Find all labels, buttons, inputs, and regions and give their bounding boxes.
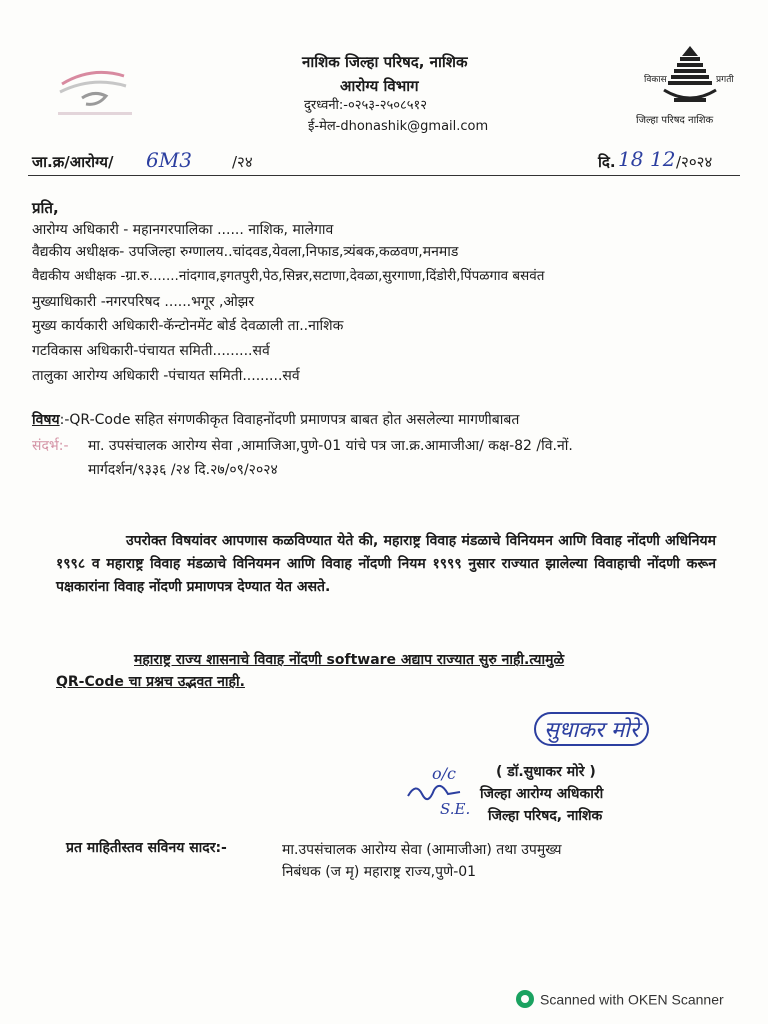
signature: सुधाकर मोरे	[534, 712, 649, 746]
addressee-line: आरोग्य अधिकारी - महानगरपालिका ...... नाशिक, मालेगाव	[32, 222, 334, 238]
reference-year: /२४	[232, 153, 253, 171]
reference-line-2: मार्गदर्शन/९३३६ /२४ दि.२७/०९/२०२४	[88, 462, 278, 478]
signatory-designation: जिल्हा आरोग्य अधिकारी	[480, 786, 604, 802]
date-prefix: दि.	[598, 153, 616, 171]
initials-se: S.E.	[440, 800, 471, 818]
scanner-text: Scanned with OKEN Scanner	[540, 991, 724, 1008]
signatory-office: जिल्हा परिषद, नाशिक	[488, 808, 603, 824]
department-title: आरोग्य विभाग	[340, 77, 419, 95]
reference-line-1: मा. उपसंचालक आरोग्य सेवा ,आमाजिआ,पुणे-01 यांचे पत्र जा.क्र.आमाजीआ/ कक्ष-82 /वि.नों.	[88, 438, 573, 454]
left-logo	[52, 62, 138, 124]
zilla-parishad-seal	[630, 42, 742, 126]
copy-line-2: निबंधक (ज मृ) महाराष्ट्र राज्य,पुणे-01	[282, 864, 477, 880]
handwritten-date-day: 18	[618, 147, 644, 171]
scanner-logo-icon	[516, 990, 534, 1008]
addressee-line: मुख्य कार्यकारी अधिकारी-कॅन्टोनमेंट बोर्ड देवळाली ता..नाशिक	[32, 318, 344, 334]
email-address: ई-मेल-dhonashik@gmail.com	[308, 119, 489, 134]
subject-text: :-QR-Code सहित संगणकीकृत विवाहनोंदणी प्रमाणपत्र बाबत होत असलेल्या मागणीबाबत	[59, 412, 520, 428]
reference-label: संदर्भ:-	[32, 438, 69, 454]
copy-label: प्रत माहितीस्तव सविनय सादर:-	[66, 840, 227, 856]
addressee-line: वैद्यकीय अधीक्षक -ग्रा.रु.......नांदगाव,इगतपुरी,पेठ,सिन्नर,सटाणा,देवळा,सुरगाणा,दिंडोरी,पिंपळगाव बसवंत	[32, 268, 545, 284]
subject-line	[32, 410, 519, 430]
addressee-line: गटविकास अधिकारी-पंचायत समिती.........सर्व	[32, 343, 270, 359]
body-note-line-2: QR-Code चा प्रश्नच उद्भवत नाही.	[56, 674, 245, 690]
seal-caption: जिल्हा परिषद नाशिक	[636, 115, 714, 126]
copy-line-1: मा.उपसंचालक आरोग्य सेवा (आमाजीआ) तथा उपमुख्य	[282, 842, 562, 858]
handwritten-date-month: 12	[650, 147, 676, 171]
initials-scribble	[404, 778, 464, 808]
addressee-line: तालुका आरोग्य अधिकारी -पंचायत समिती.........सर्व	[32, 368, 300, 384]
reference-prefix: जा.क्र/आरोग्य/	[32, 153, 114, 171]
seal-left-word: विकास	[644, 75, 667, 85]
body-note-line-1: महाराष्ट्र राज्य शासनाचे विवाह नोंदणी software अद्याप राज्यात सुरु नाही.त्यामुळे	[134, 652, 565, 668]
handwritten-outward-number: 6M3	[146, 148, 192, 172]
body-paragraph: उपरोक्त विषयांवर आपणास कळविण्यात येते की, महाराष्ट्र विवाह मंडळाचे विनियमन आणि विवाह नोंदणी अधिनियम १९९८ व महाराष्ट्र विवाह मंडळाचे विनियमन आणि विवाह नोंदणी नियम १९९९ नुसार राज्यात झालेल्या विवाहाची नोंदणी करून पक्षकारांना विवाह नोंदणी प्रमाणपत्र देण्यात येत असते.	[56, 533, 716, 595]
date-year: /२०२४	[676, 153, 713, 171]
seal-right-word: प्रगती	[716, 75, 734, 85]
phone-number: दुरध्वनी:-०२५३-२५०८५१२	[304, 98, 428, 113]
header-divider	[28, 175, 740, 176]
subject-label: विषय	[32, 412, 60, 428]
scanner-watermark	[516, 990, 724, 1008]
signatory-name: ( डॉ.सुधाकर मोरे )	[496, 764, 596, 780]
to-heading: प्रति,	[32, 199, 59, 217]
initials: o/c	[432, 764, 456, 783]
addressee-line: मुख्याधिकारी -नगरपरिषद ......भगूर ,ओझर	[32, 294, 255, 310]
org-title: नाशिक जिल्हा परिषद, नाशिक	[302, 53, 468, 71]
addressee-line: वैद्यकीय अधीक्षक- उपजिल्हा रुग्णालय..चांदवड,येवला,निफाड,त्र्यंबक,कळवण,मनमाड	[32, 244, 459, 260]
